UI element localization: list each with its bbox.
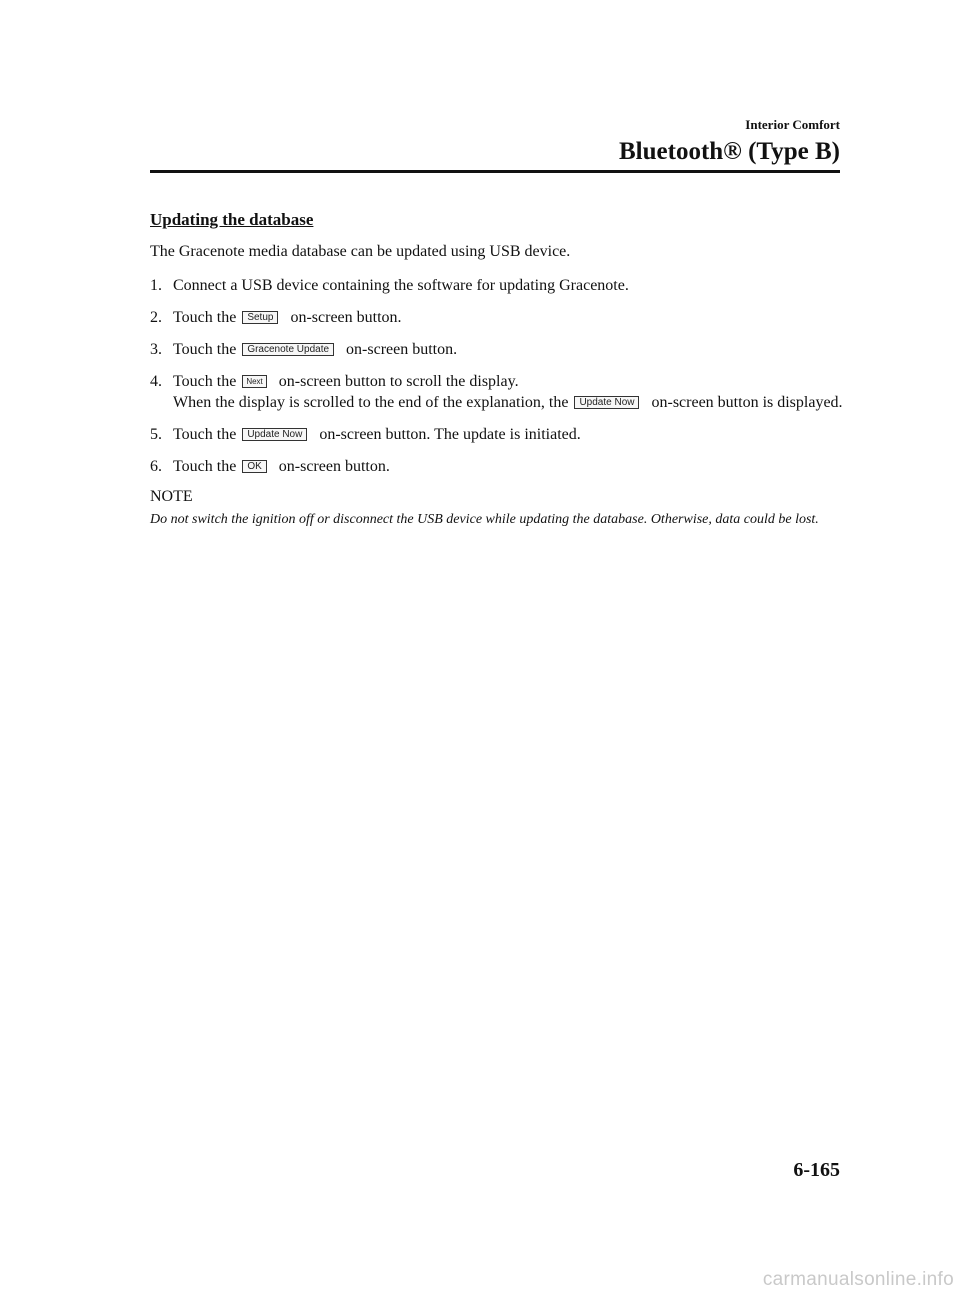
step-text-part: on-screen button. The update is initiated.: [319, 426, 581, 443]
note-text: Do not switch the ignition off or disconnect the USB device while updating the database. Otherwise, data could be lost.: [150, 512, 819, 527]
gracenote-update-button-label: Gracenote Update: [242, 343, 334, 356]
step-text-part: Touch the: [173, 373, 237, 390]
step-text: [173, 371, 850, 413]
ok-button-label: OK: [242, 460, 266, 473]
step-text: [173, 339, 850, 360]
section-heading: Updating the database: [150, 210, 314, 229]
note-label: NOTE: [150, 488, 193, 505]
step-text-part: on-screen button.: [290, 309, 402, 326]
setup-button-label: Setup: [242, 311, 278, 324]
intro-paragraph: The Gracenote media database can be updated using USB device.: [150, 243, 571, 260]
watermark: carmanualsonline.info: [762, 1269, 954, 1290]
header-divider: [150, 170, 840, 173]
step-number: 6.: [150, 458, 162, 475]
step-number: 4.: [150, 373, 162, 390]
page-content: [150, 210, 850, 530]
step-number: 5.: [150, 426, 162, 443]
section-title: Interior Comfort: [745, 117, 840, 132]
step-text-part: Touch the: [173, 458, 237, 475]
step-number: 1.: [150, 277, 162, 294]
step-text: [173, 275, 850, 296]
step-text-part: on-screen button.: [346, 341, 458, 358]
step-text-part: Touch the: [173, 341, 237, 358]
step-number: 2.: [150, 309, 162, 326]
next-button-label: Next: [242, 375, 266, 388]
step-item: [150, 371, 850, 413]
step-text: [173, 456, 850, 477]
step-text: [173, 307, 850, 328]
running-header: [150, 117, 840, 167]
step-text-part: on-screen button.: [278, 458, 390, 475]
update-now-button-label: Update Now: [574, 396, 639, 409]
chapter-title: Bluetooth® (Type B): [619, 138, 840, 165]
step-item: [150, 275, 850, 296]
step-number: 3.: [150, 341, 162, 358]
step-item: [150, 339, 850, 360]
step-text-part: on-screen button to scroll the display.: [278, 373, 519, 390]
update-now-button-label: Update Now: [242, 428, 307, 441]
step-text-part: on-screen button is displayed.: [651, 394, 843, 411]
step-text-part: When the display is scrolled to the end of the explanation, the: [173, 394, 569, 411]
procedure-steps: [150, 275, 850, 477]
step-text: [173, 424, 850, 445]
step-item: [150, 307, 850, 328]
step-item: [150, 456, 850, 477]
step-text-part: Connect a USB device containing the software for updating Gracenote.: [173, 277, 629, 294]
page-number: 6-165: [793, 1159, 840, 1181]
step-text-part: Touch the: [173, 309, 237, 326]
step-text-part: Touch the: [173, 426, 237, 443]
step-item: [150, 424, 850, 445]
